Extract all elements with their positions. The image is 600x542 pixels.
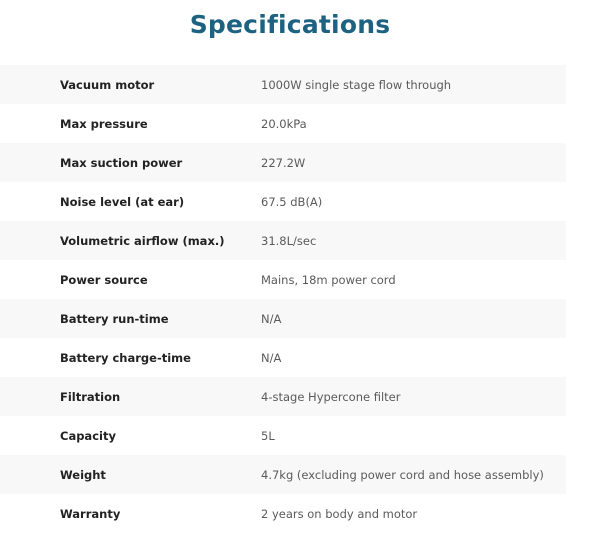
spec-label: Battery charge-time [60,350,191,365]
spec-label: Battery run-time [60,311,169,326]
spec-value: 2 years on body and motor [261,506,418,521]
spec-value: 67.5 dB(A) [261,194,323,209]
spec-label: Warranty [60,506,121,521]
spec-row-warranty [0,494,566,533]
spec-value: N/A [261,311,282,326]
spec-value: 20.0kPa [261,116,307,131]
spec-value: 5L [261,428,275,443]
spec-row-weight [0,455,566,494]
spec-value: N/A [261,350,282,365]
spec-value: 227.2W [261,155,306,170]
spec-label: Capacity [60,428,116,443]
specifications-table [0,65,566,533]
spec-label: Max suction power [60,155,183,170]
spec-row-max-pressure [0,104,566,143]
spec-row-volumetric-airflow [0,221,566,260]
spec-row-power-source [0,260,566,299]
spec-label: Noise level (at ear) [60,194,185,209]
spec-row-noise-level [0,182,566,221]
page-title: Specifications [189,10,391,39]
spec-label: Max pressure [60,116,148,131]
spec-value: Mains, 18m power cord [261,272,396,287]
spec-label: Filtration [60,389,121,404]
spec-row-max-suction-power [0,143,566,182]
spec-label: Power source [60,272,148,287]
spec-label: Vacuum motor [60,77,155,92]
spec-row-filtration [0,377,566,416]
spec-value: 4.7kg (excluding power cord and hose assembly) [261,467,544,482]
spec-value: 31.8L/sec [261,233,317,248]
spec-row-battery-run-time [0,299,566,338]
spec-label: Weight [60,467,106,482]
spec-row-vacuum-motor [0,65,566,104]
spec-value: 4-stage Hypercone filter [261,389,401,404]
spec-row-battery-charge-time [0,338,566,377]
spec-label: Volumetric airflow (max.) [60,233,225,248]
spec-value: 1000W single stage flow through [261,77,452,92]
spec-row-capacity [0,416,566,455]
